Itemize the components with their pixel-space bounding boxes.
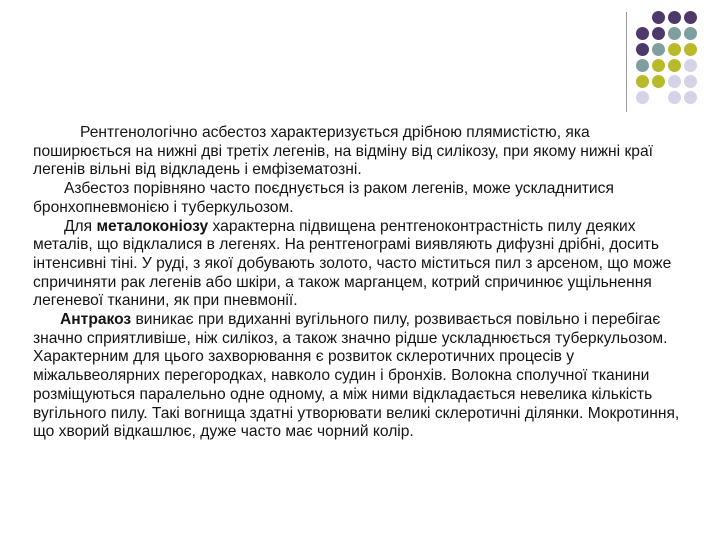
decorative-dot — [684, 43, 697, 56]
decorative-dot — [668, 43, 681, 56]
decorative-dot — [668, 91, 681, 104]
paragraph-text: виникає при вдиханні вугільного пилу, розвивається повільно і перебігає значно сприятливіше, ніж силікоз, а також значно рідше ускладнюється туберкульозом. Характерним для цього захворювання є розвиток склеротичних процесів у міжальвеолярних перегородках, навколо судин і бронхів. Волокна сполучної тканини розміщуються паралельно одне одному, а між ними відкладається невелика кількість вугільного пилу. Такі вогнища здатні утворювати великі склеротичні ділянки. Мокротиння, що хворий відкашлює, дуже часто має чорний колір. — [33, 311, 680, 441]
paragraph-lead-text: Для — [64, 217, 97, 235]
paragraph-asbestosis-radiology — [33, 124, 683, 180]
paragraph-anthracosis — [33, 311, 683, 442]
paragraph-text: характерна підвищена рентгеноконтрастність пилу деяких металів, що відклалися в легенях. На рентгенограмі виявляють дифузні дрібні, досить інтенсивні тіні. У руді, з якої добувають золото, часто міститься пил з арсеном, що може спричиняти рак легенів або шкіри, а також марганцем, котрий спричинює ущільнення легеневої тканини, як при пневмонії. — [33, 217, 672, 310]
paragraph-text: Азбестоз порівняно часто поєднується із раком легенів, може ускладнитися бронхопневмонією і туберкульозом. — [33, 180, 614, 216]
decorative-dot — [668, 59, 681, 72]
decorative-dot — [636, 75, 649, 88]
decorative-divider-line — [626, 12, 627, 112]
paragraph-text: Рентгенологічно асбестоз характеризується дрібною плямистістю, яка поширюється на нижні дві третіх легенів, на відміну від силікозу, при якому нижні краї легенів вільні від відкладень і емфізематозні. — [33, 124, 653, 179]
decorative-dot — [684, 59, 697, 72]
decorative-dot — [684, 75, 697, 88]
decorative-dot — [668, 27, 681, 40]
term-anthracosis: Антракоз — [60, 311, 132, 329]
paragraph-asbestosis-complications — [33, 180, 683, 217]
decorative-dot — [652, 11, 665, 24]
decorative-dot — [684, 91, 697, 104]
term-metaloconiosis: металоконіозу — [96, 217, 209, 235]
paragraph-metaloconiosis — [33, 218, 683, 312]
decorative-dot-grid — [636, 11, 697, 104]
decorative-dot — [668, 11, 681, 24]
decorative-dot — [652, 27, 665, 40]
decorative-dot — [636, 59, 649, 72]
decorative-dot — [684, 27, 697, 40]
body-text — [33, 124, 683, 442]
decorative-dot — [636, 43, 649, 56]
decorative-dot — [684, 11, 697, 24]
decorative-dot — [636, 27, 649, 40]
decorative-dot — [636, 11, 649, 24]
decorative-dot — [652, 59, 665, 72]
decorative-dot — [652, 91, 665, 104]
decorative-dot — [636, 91, 649, 104]
decorative-dot — [668, 75, 681, 88]
decorative-dot — [652, 75, 665, 88]
decorative-dot — [652, 43, 665, 56]
